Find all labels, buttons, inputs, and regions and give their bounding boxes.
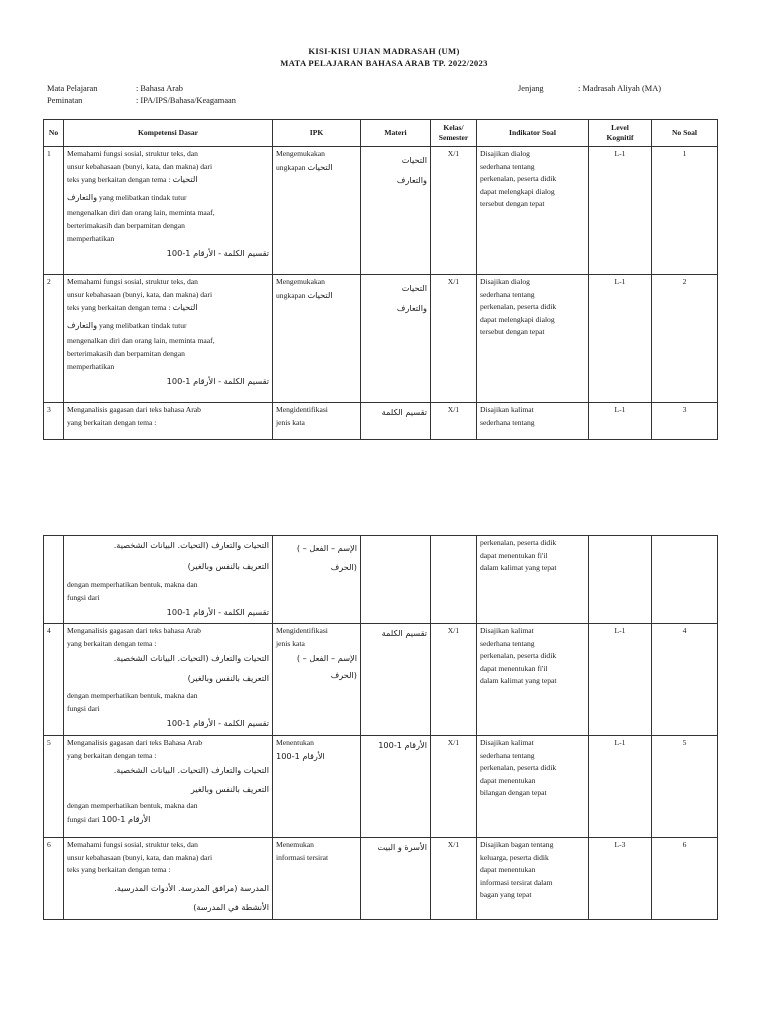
col-header-level: Level Kognitif: [589, 120, 652, 147]
cell-materi: التحيات والتعارف: [361, 147, 431, 275]
cell-kd: Memahami fungsi sosial, struktur teks, dan unsur kebahasaan (bunyi, kata, dan makna) dari teks yang berkaitan dengan tema : التحيات والتعارف yang melibatkan tindak tutur mengenalkan diri dan orang lain, meminta maaf, berterimakasih dan berpamitan dengan memperhatikan تقسيم الكلمة - الأرقام 1-100: [64, 275, 273, 403]
col-header-kd: Kompetensi Dasar: [64, 120, 273, 147]
cell-nosoal: [652, 536, 718, 624]
table-row: [44, 536, 718, 624]
cell-materi: تقسيم الكلمة: [361, 403, 431, 440]
cell-kd: Menganalisis gagasan dari teks bahasa Arab yang berkaitan dengan tema :: [64, 403, 273, 440]
cell-indikator: Disajikan kalimat sederhana tentang perkenalan, peserta didik dapat menentukan bilangan dengan tepat: [477, 736, 589, 838]
cell-kelas: X/1: [431, 275, 477, 403]
kisi-kisi-table-part-2: [43, 535, 718, 920]
cell-ipk: Mengemukakan ungkapan التحيات: [273, 147, 361, 275]
cell-indikator: Disajikan dialog sederhana tentang perkenalan, peserta didik dapat melengkapi dialog tersebut dengan tepat: [477, 275, 589, 403]
cell-kelas: X/1: [431, 147, 477, 275]
table-row: [44, 736, 718, 838]
cell-indikator: Disajikan kalimat sederhana tentang perkenalan, peserta didik dapat menentukan fi'il dalam kalimat yang tepat: [477, 624, 589, 736]
table-row: [44, 147, 718, 275]
table-row: [44, 624, 718, 736]
peminatan-label: Peminatan: [47, 96, 83, 105]
cell-materi: [361, 536, 431, 624]
table-row: [44, 403, 718, 440]
cell-kelas: X/1: [431, 403, 477, 440]
cell-nosoal: 4: [652, 624, 718, 736]
col-header-kelas: Kelas/ Semester: [431, 120, 477, 147]
cell-no: 2: [44, 275, 64, 403]
jenjang-value: : Madrasah Aliyah (MA): [578, 84, 662, 93]
mapel-value: : Bahasa Arab: [136, 84, 183, 93]
table-row: [44, 275, 718, 403]
cell-no: 1: [44, 147, 64, 275]
cell-indikator: Disajikan bagan tentang keluarga, peserta didik dapat menentukan informasi tersirat dalam bagan yang tepat: [477, 838, 589, 920]
cell-level: [589, 536, 652, 624]
cell-ipk: Menemukan informasi tersirat: [273, 838, 361, 920]
cell-level: L-3: [589, 838, 652, 920]
mapel-label: Mata Pelajaran: [47, 84, 98, 93]
col-header-ipk: IPK: [273, 120, 361, 147]
document-subtitle: MATA PELAJARAN BAHASA ARAB TP. 2022/2023: [280, 58, 488, 68]
col-header-no: No: [44, 120, 64, 147]
cell-kelas: [431, 536, 477, 624]
cell-materi: الأرقام 1-100: [361, 736, 431, 838]
cell-kelas: X/1: [431, 624, 477, 736]
jenjang-label: Jenjang: [518, 84, 544, 93]
cell-level: L-1: [589, 147, 652, 275]
peminatan-value: : IPA/IPS/Bahasa/Keagamaan: [136, 96, 236, 105]
cell-ipk: الإسم – الفعل – ) (الحرف: [273, 536, 361, 624]
cell-kd: Menganalisis gagasan dari teks bahasa Arab yang berkaitan dengan tema : التحيات والتعارف (التحيات. البيانات الشخصية. التعريف بالنفس وبالغير) dengan memperhatikan bentuk, makna dan fungsi dari تقسيم الكلمة - الأرقام 1-100: [64, 624, 273, 736]
cell-no: [44, 536, 64, 624]
col-header-indikator: Indikator Soal: [477, 120, 589, 147]
table-row: [44, 838, 718, 920]
cell-nosoal: 3: [652, 403, 718, 440]
cell-nosoal: 6: [652, 838, 718, 920]
cell-ipk: Mengidentifikasi jenis kata: [273, 403, 361, 440]
cell-kd: Menganalisis gagasan dari teks Bahasa Arab yang berkaitan dengan tema : التحيات والتعارف (التحيات. البيانات الشخصية. التعريف بالنفس وبالغير dengan memperhatikan bentuk, makna dan fungsi dari الأرقام 1-100: [64, 736, 273, 838]
cell-kd: Memahami fungsi sosial, struktur teks, dan unsur kebahasaan (bunyi, kata, dan makna) dari teks yang berkaitan dengan tema : التحيات والتعارف yang melibatkan tindak tutur mengenalkan diri dan orang lain, meminta maaf, berterimakasih dan berpamitan dengan memperhatikan تقسيم الكلمة - الأرقام 1-100: [64, 147, 273, 275]
cell-nosoal: 2: [652, 275, 718, 403]
cell-level: L-1: [589, 275, 652, 403]
cell-no: 5: [44, 736, 64, 838]
col-header-nosoal: No Soal: [652, 120, 718, 147]
cell-ipk: Mengidentifikasi jenis kata الإسم – الفعل – ) (الحرف: [273, 624, 361, 736]
cell-indikator: perkenalan, peserta didik dapat menentukan fi'il dalam kalimat yang tepat: [477, 536, 589, 624]
cell-kd: Memahami fungsi sosial, struktur teks, dan unsur kebahasaan (bunyi, kata, dan makna) dari teks yang berkaitan dengan tema : المدرسة (مرافق المدرسة. الأدوات المدرسية. الأنشطة في المدرسة): [64, 838, 273, 920]
document-title: KISI-KISI UJIAN MADRASAH (UM): [308, 46, 460, 56]
cell-no: 6: [44, 838, 64, 920]
cell-level: L-1: [589, 624, 652, 736]
table-header-row: [44, 120, 718, 147]
cell-indikator: Disajikan dialog sederhana tentang perkenalan, peserta didik dapat melengkapi dialog tersebut dengan tepat: [477, 147, 589, 275]
cell-ipk: Mengemukakan ungkapan التحيات: [273, 275, 361, 403]
cell-materi: تقسيم الكلمة: [361, 624, 431, 736]
cell-level: L-1: [589, 736, 652, 838]
cell-ipk: Menentukan الأرقام 1-100: [273, 736, 361, 838]
cell-kd: التحيات والتعارف (التحيات. البيانات الشخصية. التعريف بالنفس وبالغير) dengan memperhatikan bentuk, makna dan fungsi dari تقسيم الكلمة - الأرقام 1-100: [64, 536, 273, 624]
cell-indikator: Disajikan kalimat sederhana tentang: [477, 403, 589, 440]
cell-materi: الأسرة و البيت: [361, 838, 431, 920]
kisi-kisi-table-part-1: [43, 119, 718, 440]
cell-kelas: X/1: [431, 838, 477, 920]
cell-materi: التحيات والتعارف: [361, 275, 431, 403]
cell-nosoal: 5: [652, 736, 718, 838]
cell-level: L-1: [589, 403, 652, 440]
col-header-materi: Materi: [361, 120, 431, 147]
cell-no: 4: [44, 624, 64, 736]
cell-nosoal: 1: [652, 147, 718, 275]
cell-kelas: X/1: [431, 736, 477, 838]
cell-no: 3: [44, 403, 64, 440]
